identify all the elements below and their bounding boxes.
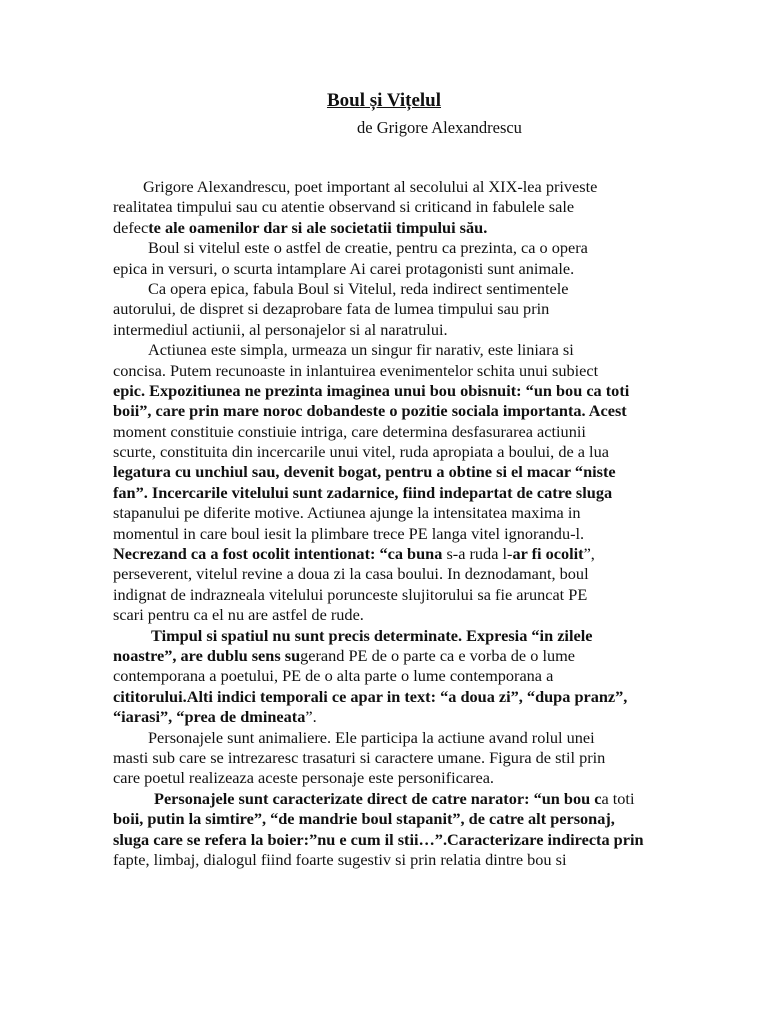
text-segment: gerand PE de o parte ca e vorba de o lume [300, 645, 575, 665]
text-line [113, 768, 653, 788]
text-segment: masti sub care se intrezaresc trasaturi si caractere umane. Figura de stil prin [113, 747, 606, 767]
text-segment: momentul in care boul iesit la plimbare trece PE langa vitel ignorandu-l. [113, 523, 585, 543]
text-line [113, 830, 653, 850]
text-segment: moment constituie constiuie intriga, care determina desfasurarea actiunii [113, 421, 586, 441]
text-line [113, 748, 653, 768]
bold-text-segment: legatura cu unchiul sau, devenit bogat, pentru a obtine si el macar “niste [113, 462, 616, 482]
text-segment: s-a ruda l- [446, 544, 513, 564]
bold-text-segment: Personajele sunt caracterizate direct de catre narator: “un bou c [154, 788, 602, 808]
text-segment: perseverent, vitelul revine a doua zi la casa boului. In deznodamant, boul [113, 564, 589, 584]
text-line [113, 442, 653, 462]
bold-text-segment: sluga care se refera la boier:”nu e cum il stii…”.Caracterizare indirecta prin [113, 829, 644, 849]
text-line [113, 666, 653, 686]
bold-text-segment: boii”, care prin mare noroc dobandeste o pozitie sociala importanta. Acest [113, 401, 627, 421]
text-line [113, 422, 653, 442]
text-line [113, 809, 653, 829]
text-line [113, 626, 653, 646]
bold-text-segment: cititorului.Alti indici temporali ce apar in text: “a doua zi”, “dupa pranz”, [113, 686, 628, 706]
text-segment: scari pentru ca el nu are astfel de rude. [113, 605, 364, 625]
text-segment: Personajele sunt animaliere. Ele participa la actiune avand rolul unei [148, 727, 595, 747]
text-segment: fapte, limbaj, dialogul fiind foarte sugestiv si prin relatia dintre bou si [113, 849, 567, 869]
text-segment: defec [113, 217, 149, 237]
text-segment: ”. [305, 707, 317, 727]
text-line [113, 340, 653, 360]
text-line [113, 483, 653, 503]
text-line [113, 197, 653, 217]
text-segment: autorului, de dispret si dezaprobare fata de lumea timpului sau prin [113, 299, 550, 319]
text-segment: Boul si vitelul este o astfel de creatie, pentru ca prezinta, ca o opera [148, 238, 588, 258]
text-line [113, 707, 653, 727]
text-line [113, 177, 653, 197]
text-segment: indignat de indrazneala vitelului porunceste slujitorului sa fie aruncat PE [113, 584, 588, 604]
bold-text-segment: noastre”, are dublu sens su [113, 645, 301, 665]
text-line [113, 605, 653, 625]
bold-text-segment: fan”. Incercarile vitelului sunt zadarnice, fiind indepartat de catre sluga [113, 482, 613, 502]
text-line [113, 646, 653, 666]
bold-text-segment: ar fi ocolit [512, 544, 584, 564]
text-line [113, 320, 653, 340]
text-line [113, 381, 653, 401]
bold-text-segment: Necrezand ca a fost ocolit intentionat: “ca buna [113, 544, 447, 564]
text-segment: stapanului pe diferite motive. Actiunea ajunge la intensitatea maxima in [113, 503, 581, 523]
text-segment: intermediul actiunii, al personajelor si al naratrului. [113, 319, 448, 339]
text-line [113, 401, 653, 421]
text-line [113, 218, 653, 238]
text-line [113, 299, 653, 319]
bold-text-segment: boii, putin la simtire”, “de mandrie boul stapanit”, de catre alt personaj, [113, 809, 615, 829]
text-line [113, 564, 653, 584]
text-line [113, 259, 653, 279]
text-segment: scurte, constituita din incercarile unui vitel, ruda apropiata a boului, de a lua [113, 442, 609, 462]
text-segment: a toti [601, 788, 635, 808]
text-line [113, 503, 653, 523]
text-segment: realitatea timpului sau cu atentie observand si criticand in fabulele sale [113, 197, 575, 217]
text-line [113, 238, 653, 258]
bold-text-segment: te ale oamenilor dar si ale societatii timpului său. [148, 217, 488, 237]
bold-text-segment: “iarasi”, “prea de dmineata [113, 707, 306, 727]
text-segment: epica in versuri, o scurta intamplare Ai carei protagonisti sunt animale. [113, 258, 575, 278]
text-line [113, 462, 653, 482]
bold-text-segment: epic. Expozitiunea ne prezinta imaginea unui bou obisnuit: “un bou ca toti [113, 380, 630, 400]
text-segment: Actiunea este simpla, urmeaza un singur fir narativ, este liniara si [148, 340, 574, 360]
text-line [113, 728, 653, 748]
document-title: Boul și Vițelul [326, 90, 442, 111]
text-segment: Ca opera epica, fabula Boul si Vitelul, reda indirect sentimentele [148, 278, 569, 298]
text-line [113, 850, 653, 870]
text-line [113, 544, 653, 564]
text-line [113, 585, 653, 605]
text-line [113, 279, 653, 299]
text-segment: ”, [583, 544, 595, 564]
document-body [113, 177, 653, 870]
text-line [113, 361, 653, 381]
text-line [113, 524, 653, 544]
text-segment: contemporana a poetului, PE de o alta parte o lume contemporana a [113, 666, 554, 686]
document-author: de Grigore Alexandrescu [357, 118, 522, 137]
bold-text-segment: Timpul si spatiul nu sunt precis determinate. Expresia “in zilele [151, 625, 593, 645]
text-segment: concisa. Putem recunoaste in inlantuirea evenimentelor schita unui subiect [113, 360, 599, 380]
text-segment: Grigore Alexandrescu, poet important al secolului al XIX-lea priveste [143, 177, 598, 196]
text-line [113, 687, 653, 707]
text-segment: care poetul realizeaza aceste personaje este personificarea. [113, 768, 495, 788]
text-line [113, 789, 653, 809]
